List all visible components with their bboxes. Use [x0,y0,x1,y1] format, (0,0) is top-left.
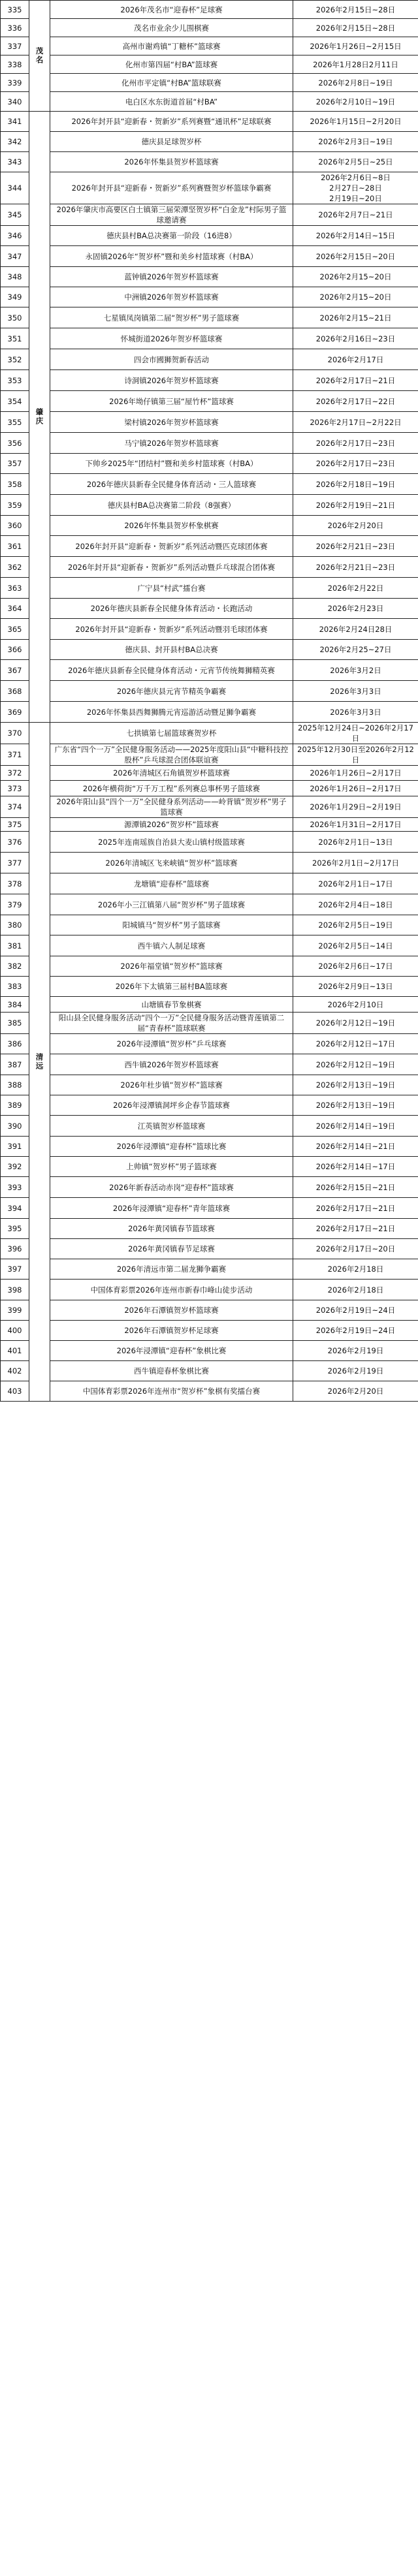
row-number: 347 [1,246,29,267]
event-date: 2026年1月31日~2月17日 [293,818,418,832]
event-date: 2026年2月18日~19日 [293,474,418,495]
table-row [1,723,418,744]
event-date: 2026年2月25~27日 [293,640,418,660]
row-number: 337 [1,37,29,55]
row-number: 364 [1,599,29,619]
row-number: 368 [1,681,29,702]
event-name: 西牛镇2026年贺岁杯篮球赛 [50,1054,293,1075]
table-row [1,74,418,92]
event-date: 2026年2月10日 [293,997,418,1013]
event-name: 2026年怀集县贺岁杯象棋赛 [50,516,293,536]
table-row [1,1116,418,1137]
event-name: 2026年阳山县“四个一万”全民健身系列活动——岭背镇“贺岁杯”男子篮球赛 [50,796,293,818]
event-date: 2026年2月6日~17日 [293,956,418,977]
event-name: 西牛镇六人制足球赛 [50,935,293,956]
table-row [1,619,418,640]
event-name: 2026年下太镇第三届村BA篮球赛 [50,977,293,997]
table-row [1,287,418,307]
table-row [1,702,418,723]
event-name: 七拱镇第七届篮球赛贺岁杯 [50,723,293,744]
event-date: 2026年2月15日~20日 [293,246,418,267]
event-date: 2026年1月26日~2月15日 [293,37,418,55]
event-name: 德庆县、封开县村BA总决赛 [50,640,293,660]
event-name: 德庆县村BA总决赛第二阶段（8强赛） [50,495,293,516]
event-date: 2026年2月5日~19日 [293,915,418,935]
event-date: 2026年2月19日 [293,1341,418,1361]
event-name: 七星镇凤岗镇第二届“贺岁杯”男子篮球赛 [50,307,293,328]
event-name: 2026年怀集县贺岁杯篮球赛 [50,152,293,172]
row-number: 354 [1,391,29,412]
table-row [1,391,418,412]
row-number: 362 [1,557,29,578]
event-date: 2026年2月18日 [293,1259,418,1280]
event-name: 2026年浸潭镇“迎春杯”象棋比赛 [50,1341,293,1361]
row-number: 376 [1,832,29,853]
event-date: 2025年12月30日至2026年2月12日 [293,744,418,766]
event-name: 阳山县全民健身服务活动“四个一万”全民健身服务活动暨青莲镇第二届“青春杯”篮球联赛 [50,1013,293,1034]
table-row [1,246,418,267]
table-row [1,640,418,660]
event-name: 诗洞镇2026年贺岁杯篮球赛 [50,370,293,391]
event-name: 2026年浸潭镇“迎春杯”青年篮球赛 [50,1198,293,1219]
event-name: 梁村镇2026年贺岁杯篮球赛 [50,412,293,433]
event-name: 2026年石潭镇贺岁杯足球赛 [50,1321,293,1341]
table-row [1,1341,418,1361]
row-number: 380 [1,915,29,935]
event-date: 2026年2月17日~21日 [293,1198,418,1219]
table-row [1,1219,418,1239]
event-name: 茂名市业余少儿围棋赛 [50,19,293,37]
row-number: 389 [1,1095,29,1116]
event-name: 2026年封开县“迎新春・贺新岁”系列赛暨贺岁杯篮球争霸赛 [50,172,293,204]
event-name: 2026年封开县“迎新春・贺新岁”系列活动暨匹克球团体赛 [50,536,293,557]
table-row [1,112,418,132]
row-number: 357 [1,454,29,474]
event-name: 化州市第四届“村BA”篮球赛 [50,55,293,74]
event-date: 2026年3月3日 [293,702,418,723]
table-row [1,956,418,977]
row-number: 375 [1,818,29,832]
table-row [1,894,418,915]
event-name: 广宁县“村武”擂台赛 [50,578,293,599]
row-number: 398 [1,1280,29,1300]
event-name: 中国体育彩票2026年连州市新春巾峰山徒步活动 [50,1280,293,1300]
row-number: 373 [1,781,29,796]
row-number: 371 [1,744,29,766]
event-date: 2026年2月13日~19日 [293,1095,418,1116]
table-row [1,536,418,557]
row-number: 345 [1,204,29,226]
row-number: 349 [1,287,29,307]
row-number: 360 [1,516,29,536]
row-number: 344 [1,172,29,204]
table-row [1,328,418,349]
event-name: 中洲镇2026年贺岁杯篮球赛 [50,287,293,307]
event-name: 2026年肇庆市高要区白土镇第三届荣潭坚贺岁杯“白金龙”村际男子篮球邀请赛 [50,204,293,226]
event-name: 怀城街道2026年贺岁杯篮球赛 [50,328,293,349]
event-name: 2026年横荷街“万千万工程”系列赛总事杯男子篮球赛 [50,781,293,796]
event-name: 永固镇2026年“贺岁杯”暨和美乡村篮球赛（村BA） [50,246,293,267]
event-name: 2026年浸潭镇“贺岁杯”乒乓球赛 [50,1034,293,1054]
event-date: 2026年2月14日~19日 [293,1116,418,1137]
event-date: 2026年2月20日 [293,516,418,536]
event-date: 2026年2月14日~17日 [293,1157,418,1177]
event-name: 山塘镇春节象棋赛 [50,997,293,1013]
row-number: 397 [1,1259,29,1280]
table-row [1,818,418,832]
row-number: 403 [1,1381,29,1402]
table-row [1,412,418,433]
table-row [1,766,418,781]
event-date: 2026年2月17日~20日 [293,1239,418,1259]
table-row [1,935,418,956]
table-row [1,681,418,702]
event-date: 2026年2月4日~18日 [293,894,418,915]
event-date: 2026年2月17日~21日 [293,370,418,391]
city-group-zhaoqing [29,112,50,723]
event-name: 下帅乡2025年“团结村”暨和美乡村篮球赛（村BA） [50,454,293,474]
event-name: 2026年茂名市“迎春杯”足球赛 [50,1,293,19]
event-date: 2026年2月14日~15日 [293,226,418,246]
row-number: 359 [1,495,29,516]
row-number: 343 [1,152,29,172]
row-number: 377 [1,853,29,873]
table-row [1,349,418,370]
table-row [1,1198,418,1219]
table-row [1,781,418,796]
event-name: 中国体育彩票2026年连州市“贺岁杯”象棋有奖擂台赛 [50,1381,293,1402]
row-number: 393 [1,1177,29,1198]
event-name: 蓝钟镇2026年贺岁杯篮球赛 [50,267,293,287]
table-row [1,37,418,55]
event-date: 2026年2月17日~23日 [293,454,418,474]
event-date: 2026年2月19日~24日 [293,1300,418,1321]
table-row [1,454,418,474]
event-name: 2026年德庆县新春全民健身体育活动・长跑活动 [50,599,293,619]
event-date: 2026年2月16日~23日 [293,328,418,349]
table-row [1,977,418,997]
row-number: 348 [1,267,29,287]
row-number: 392 [1,1157,29,1177]
event-name: 西牛镇迎春杯象棋比赛 [50,1361,293,1381]
event-name: 化州市平定镇“村BA”篮球联赛 [50,74,293,92]
event-name: 2026年清城区石角镇贺岁杯篮球赛 [50,766,293,781]
event-name: 广东省“四个一万”全民健身服务活动——2025年度阳山县“中糖科技控股杯”乒乓球混合团体联谊赛 [50,744,293,766]
event-date: 2026年1月26日~2月17日 [293,766,418,781]
event-date: 2026年2月14日~21日 [293,1137,418,1157]
event-name: 马宁镇2026年贺岁杯篮球赛 [50,433,293,454]
event-date: 2026年2月12日~17日 [293,1034,418,1054]
event-date: 2026年2月17日~22日 [293,391,418,412]
event-date: 2026年2月24日28日 [293,619,418,640]
event-date: 2026年2月9日~13日 [293,977,418,997]
row-number: 338 [1,55,29,74]
row-number: 401 [1,1341,29,1361]
row-number: 379 [1,894,29,915]
table-row [1,997,418,1013]
row-number: 391 [1,1137,29,1157]
table-row [1,660,418,681]
table-row [1,1,418,19]
event-name: 江英镇贺岁杯篮球赛 [50,1116,293,1137]
table-row [1,1034,418,1054]
event-name: 2026年封开县“迎新春・贺新岁”系列活动暨羽毛球团体赛 [50,619,293,640]
event-date: 2026年2月10日~19日 [293,92,418,112]
table-row [1,226,418,246]
city-name: 肇庆 [35,408,44,426]
event-date: 2026年2月1日~17日 [293,873,418,894]
row-number: 367 [1,660,29,681]
table-row [1,1075,418,1095]
row-number: 395 [1,1219,29,1239]
table-row [1,474,418,495]
event-date: 2026年2月17日~21日 [293,1219,418,1239]
event-name: 电白区水东街道首届“村BA” [50,92,293,112]
table-row [1,1054,418,1075]
table-row [1,1300,418,1321]
row-number: 346 [1,226,29,246]
event-name: 2026年浸潭镇“迎春杯”篮球比赛 [50,1137,293,1157]
table-row [1,1177,418,1198]
table-row [1,516,418,536]
event-date: 2025年12月24日~2026年2月17日 [293,723,418,744]
row-number: 382 [1,956,29,977]
events-table-body [1,1,418,1402]
event-name: 2026年清远市第二届龙狮争霸赛 [50,1259,293,1280]
row-number: 356 [1,433,29,454]
row-number: 399 [1,1300,29,1321]
event-name: 四会市國狮贺新春活动 [50,349,293,370]
row-number: 369 [1,702,29,723]
event-date: 2026年2月13日~19日 [293,1075,418,1095]
event-date: 2026年2月19日~21日 [293,495,418,516]
event-date: 2026年3月3日 [293,681,418,702]
event-name: 2026年怀集县西舞狮腾元宵巡游活动暨足狮争霸赛 [50,702,293,723]
table-row [1,1013,418,1034]
event-date: 2026年2月17日~23日 [293,433,418,454]
table-row [1,1280,418,1300]
row-number: 353 [1,370,29,391]
row-number: 365 [1,619,29,640]
table-row [1,92,418,112]
event-name: 2026年清城区飞来峡镇“贺岁杯”篮球赛 [50,853,293,873]
row-number: 390 [1,1116,29,1137]
event-name: 源潭镇2026“贺岁杯”篮球赛 [50,818,293,832]
table-row [1,1095,418,1116]
table-row [1,1137,418,1157]
row-number: 339 [1,74,29,92]
row-number: 351 [1,328,29,349]
event-name: 2026年黄冈镇春节篮球赛 [50,1219,293,1239]
table-row [1,307,418,328]
row-number: 384 [1,997,29,1013]
city-group-qingyuan [29,723,50,1402]
table-row [1,744,418,766]
event-date: 2026年2月15日~21日 [293,1177,418,1198]
event-name: 2025年连南瑶族自治县大麦山镇村级篮球赛 [50,832,293,853]
event-date: 2026年2月15日~28日 [293,1,418,19]
event-date: 2026年1月28日2月11日 [293,55,418,74]
row-number: 366 [1,640,29,660]
event-name: 上帅镇“贺岁杯”男子篮球赛 [50,1157,293,1177]
row-number: 374 [1,796,29,818]
row-number: 383 [1,977,29,997]
event-name: 2026年福堂镇“贺岁杯”篮球赛 [50,956,293,977]
table-row [1,495,418,516]
event-date: 2026年2月20日 [293,1381,418,1402]
table-row [1,1361,418,1381]
table-row [1,832,418,853]
event-date: 2026年2月12日~19日 [293,1013,418,1034]
event-date: 2026年2月15~20日 [293,267,418,287]
table-row [1,557,418,578]
row-number: 378 [1,873,29,894]
row-number: 340 [1,92,29,112]
table-row [1,19,418,37]
city-name: 茂名 [35,47,44,65]
table-row [1,1381,418,1402]
row-number: 342 [1,132,29,152]
event-date: 2026年2月1日~13日 [293,832,418,853]
table-row [1,55,418,74]
row-number: 372 [1,766,29,781]
table-row [1,1259,418,1280]
table-row [1,796,418,818]
row-number: 385 [1,1013,29,1034]
event-name: 龙塘镇“迎春杯”篮球赛 [50,873,293,894]
table-row [1,370,418,391]
table-row [1,204,418,226]
event-date: 2026年1月29日~2月19日 [293,796,418,818]
event-date: 2026年2月3日~19日 [293,132,418,152]
event-name: 2026年新春活动赤岗“迎春杯”篮球赛 [50,1177,293,1198]
event-date: 2026年2月15~21日 [293,307,418,328]
event-date: 2026年2月8日~19日 [293,74,418,92]
table-row [1,1321,418,1341]
event-date: 2026年2月6日~8日 2月27日~28日 2月19日~20日 [293,172,418,204]
event-date: 2026年2月22日 [293,578,418,599]
event-name: 2026年德庆县新春全民健身体育活动・三人篮球赛 [50,474,293,495]
event-date: 2026年2月19日~24日 [293,1321,418,1341]
row-number: 402 [1,1361,29,1381]
table-row [1,1239,418,1259]
row-number: 341 [1,112,29,132]
table-row [1,599,418,619]
table-row [1,433,418,454]
event-date: 2026年2月5日~14日 [293,935,418,956]
table-row [1,873,418,894]
event-date: 2026年2月17日 [293,349,418,370]
row-number: 361 [1,536,29,557]
table-row [1,267,418,287]
table-row [1,1157,418,1177]
event-name: 2026年封开县“迎新春・贺新岁”系列活动暨乒乓球混合团体赛 [50,557,293,578]
row-number: 358 [1,474,29,495]
event-date: 2026年2月21日~23日 [293,536,418,557]
event-name: 2026年德庆县新春全民健身体育活动・元宵节传统舞狮精英赛 [50,660,293,681]
row-number: 381 [1,935,29,956]
row-number: 335 [1,1,29,19]
event-date: 2026年3月2日 [293,660,418,681]
event-date: 2026年2月15~20日 [293,287,418,307]
event-name: 高州市谢鸡镇“丁糖杯”篮球赛 [50,37,293,55]
event-name: 2026年坳仔镇第三届“屋竹杯”篮球赛 [50,391,293,412]
row-number: 370 [1,723,29,744]
event-date: 2026年2月21日~23日 [293,557,418,578]
row-number: 363 [1,578,29,599]
event-date: 2026年1月26日~2月17日 [293,781,418,796]
row-number: 352 [1,349,29,370]
event-date: 2026年2月17日~2月22日 [293,412,418,433]
row-number: 355 [1,412,29,433]
row-number: 336 [1,19,29,37]
event-date: 2026年2月5日~25日 [293,152,418,172]
event-date: 2026年1月15日~2月20日 [293,112,418,132]
table-row [1,132,418,152]
city-group-maoming [29,1,50,112]
table-row [1,915,418,935]
city-name: 清远 [35,1053,44,1071]
table-row [1,578,418,599]
event-date: 2026年2月1日~2月17日 [293,853,418,873]
event-name: 2026年德庆县元宵节精英争霸赛 [50,681,293,702]
event-name: 2026年封开县“迎新春・贺新岁”系列赛暨“通讯杯”足球联赛 [50,112,293,132]
row-number: 396 [1,1239,29,1259]
row-number: 387 [1,1054,29,1075]
event-name: 德庆县足球贺岁杯 [50,132,293,152]
event-date: 2026年2月18日 [293,1280,418,1300]
row-number: 386 [1,1034,29,1054]
event-date: 2026年2月12日~19日 [293,1054,418,1075]
event-name: 2026年黄冈镇春节足球赛 [50,1239,293,1259]
row-number: 350 [1,307,29,328]
event-date: 2026年2月15日~28日 [293,19,418,37]
event-date: 2026年2月19日 [293,1361,418,1381]
event-name: 德庆县村BA总决赛第一阶段（16进8） [50,226,293,246]
event-name: 2026年杜步镇“贺岁杯”篮球赛 [50,1075,293,1095]
event-name: 2026年小三江镇第八届“贺岁杯”男子篮球赛 [50,894,293,915]
event-name: 2026年石潭镇贺岁杯篮球赛 [50,1300,293,1321]
event-name: 阳城镇马“贺岁杯”男子篮球赛 [50,915,293,935]
row-number: 388 [1,1075,29,1095]
table-row [1,172,418,204]
event-date: 2026年2月7日~21日 [293,204,418,226]
row-number: 394 [1,1198,29,1219]
row-number: 400 [1,1321,29,1341]
table-row [1,853,418,873]
event-name: 2026年浸潭镇洞坪乡企春节篮球赛 [50,1095,293,1116]
table-row [1,152,418,172]
event-date: 2026年2月23日 [293,599,418,619]
